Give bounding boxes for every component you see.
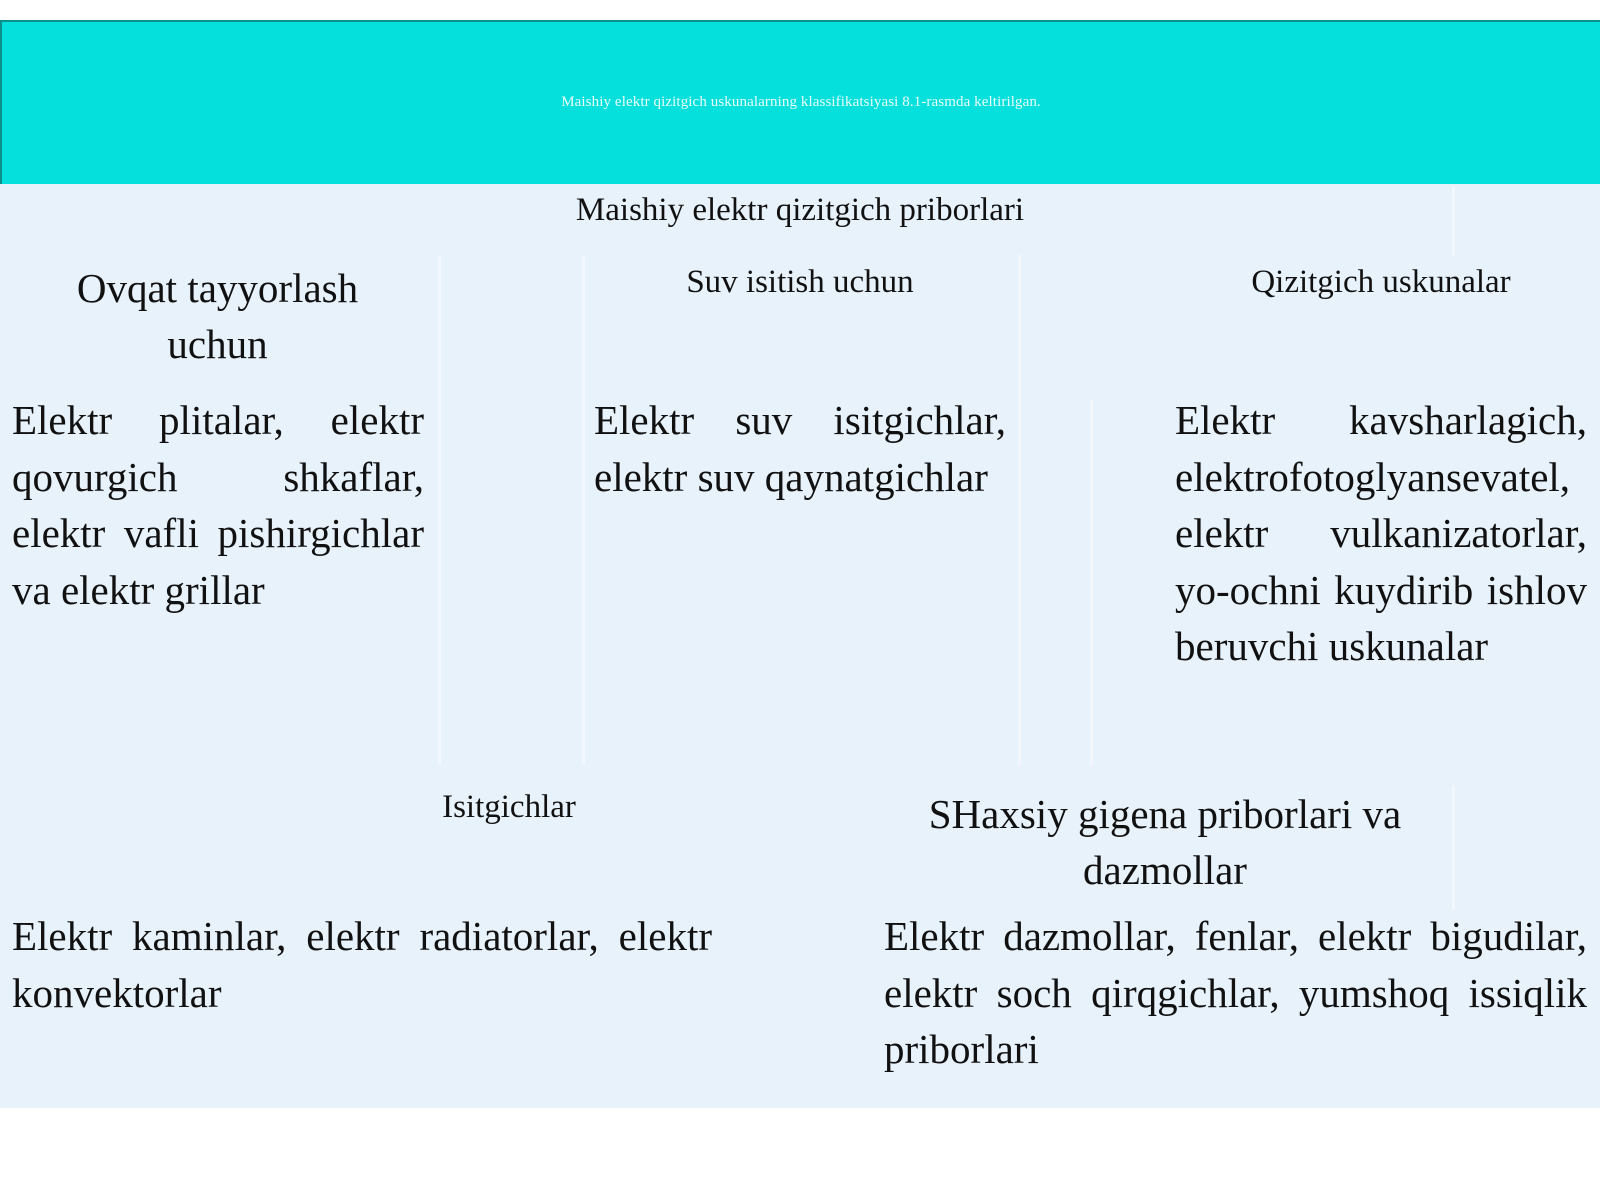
column-divider [1090,400,1093,765]
column-divider [1452,785,1455,910]
category-body-heating-tools: Elektr kavsharlagich, elektrofotoglyansevatel, elektr vulkanizatorlar, yo-ochni kuydirib ishlov beruvchi uskunalar [1175,397,1587,670]
category-body-personal-hygiene: Elektr dazmollar, fenlar, elektr bigudilar, elektr soch qirqgichlar, yumshoq issiqlik priborlari [884,913,1587,1073]
header-band [0,20,1600,184]
category-body-heaters: Elektr kaminlar, elektr radiatorlar, elektr konvektorlar [12,913,712,1016]
category-body-water-heating: Elektr suv isitgichlar, elektr suv qaynatgichlar [594,397,1006,500]
header-caption: Maishiy elektr qizitgich uskunalarning klassifikatsiyasi 8.1-rasmda keltirilgan. [561,93,1041,110]
category-heading-water-heating: Suv isitish uchun [686,264,914,300]
category-heading-cooking: Ovqat tayyorlash uchun [76,265,359,367]
category-heading-personal-hygiene: SHaxsiy gigena priborlari va dazmollar [928,791,1402,893]
category-heading-heating-tools: Qizitgich uskunalar [1251,264,1511,300]
column-divider [582,255,585,765]
category-heading-heaters: Isitgichlar [442,789,576,825]
column-divider [438,255,441,765]
table-title: Maishiy elektr qizitgich priborlari [575,192,1025,228]
category-body-cooking: Elektr plitalar, elektr qovurgich shkaflar, elektr vafli pishirgichlar va elektr grillar [12,397,424,613]
column-divider [1018,255,1021,765]
